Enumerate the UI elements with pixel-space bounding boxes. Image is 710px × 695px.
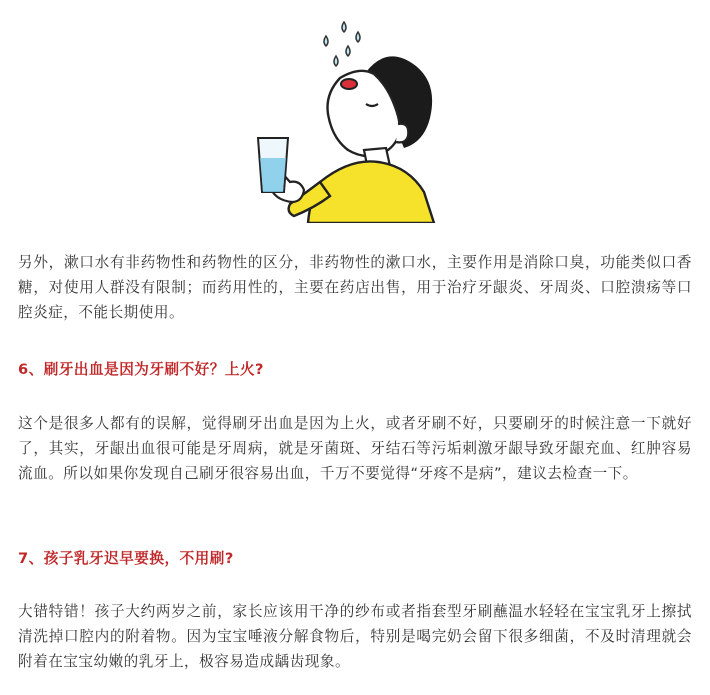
section-heading-6: 6、刷牙出血是因为牙刷不好？上火?: [18, 361, 265, 378]
section-heading-7: 7、孩子乳牙迟早要换，不用刷?: [18, 550, 234, 567]
boy-gargling-illustration: [248, 12, 440, 223]
boy-gargling-mouthwash-icon: [248, 12, 440, 223]
paragraph-baby-teeth: 大错特错！孩子大约两岁之前，家长应该用干净的纱布或者指套型牙刷蘸温水轻轻在宝宝乳牙上擦拭清洗掉口腔内的附着物。因为宝宝唾液分解食物后，特别是喝完奶会留下很多细菌，不及时清理就会附着在宝宝幼嫩的乳牙上，极容易造成龋齿现象。: [18, 603, 692, 670]
paragraph-gum-bleeding: 这个是很多人都有的误解，觉得刷牙出血是因为上火，或者牙刷不好，只要刷牙的时候注意一下就好了，其实，牙龈出血很可能是牙周病，就是牙菌斑、牙结石等污垢刺激牙龈导致牙龈充血、红肿容易流血。所以如果你发现自己刷牙很容易出血，千万不要觉得“牙疼不是病”，建议去检查一下。: [18, 415, 692, 482]
paragraph-mouthwash: 另外，漱口水有非药物性和药物性的区分，非药物性的漱口水，主要作用是消除口臭，功能类似口香糖，对使用人群没有限制；而药用性的，主要在药店出售，用于治疗牙龈炎、牙周炎、口腔溃疡等口腔炎症，不能长期使用。: [18, 254, 692, 321]
